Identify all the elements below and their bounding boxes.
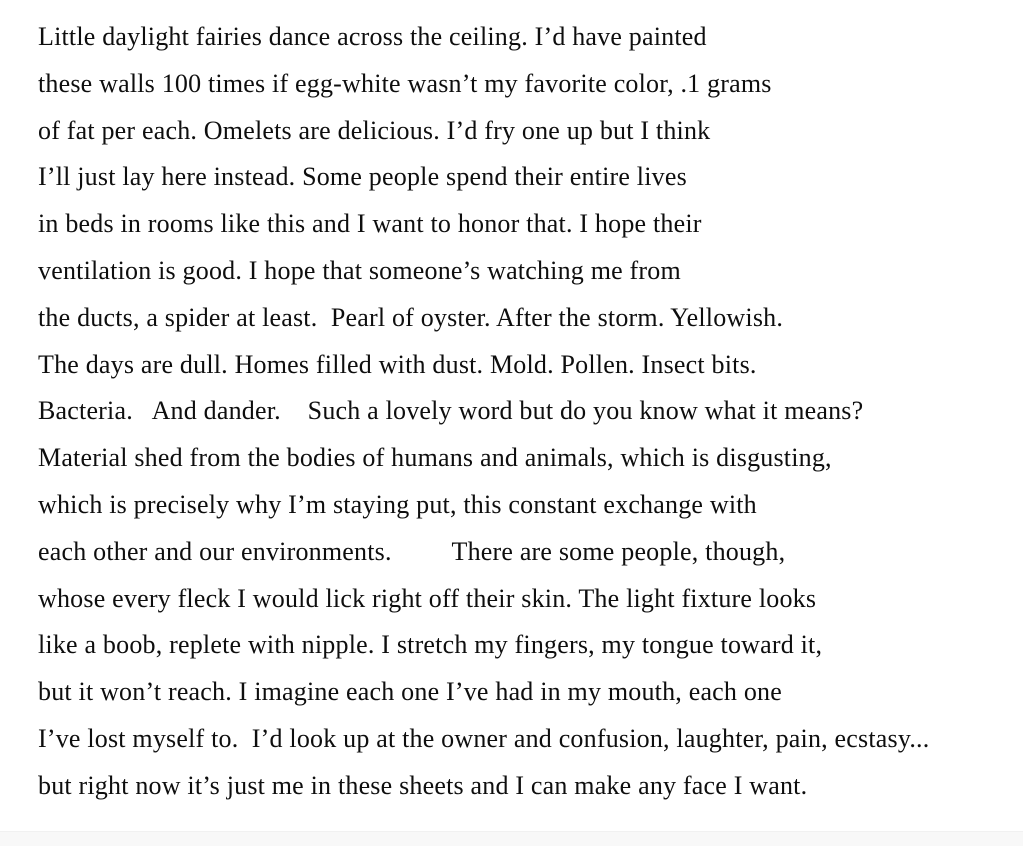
poem-line: these walls 100 times if egg-white wasn’t my favorite color, .1 grams (38, 68, 772, 98)
poem-line: each other and our environments. There are some people, though, (38, 536, 786, 566)
poem-line: ventilation is good. I hope that someone’s watching me from (38, 255, 681, 285)
poem-line: the ducts, a spider at least. Pearl of oyster. After the storm. Yellowish. (38, 302, 784, 332)
poem-text (38, 14, 1003, 810)
poem-line: I’ve lost myself to. I’d look up at the owner and confusion, laughter, pain, ecstasy... (38, 723, 930, 753)
poem-line: whose every fleck I would lick right off their skin. The light fixture looks (38, 583, 817, 613)
poem-line: which is precisely why I’m staying put, this constant exchange with (38, 489, 757, 519)
poem-line: I’ll just lay here instead. Some people spend their entire lives (38, 162, 687, 192)
page-bottom-edge (0, 831, 1023, 846)
poem-line: Little daylight fairies dance across the ceiling. I’d have painted (38, 22, 707, 51)
poem-line: Bacteria. And dander. Such a lovely word but do you know what it means? (38, 396, 864, 426)
poem-line: Material shed from the bodies of humans and animals, which is disgusting, (38, 443, 832, 473)
poem-line: in beds in rooms like this and I want to honor that. I hope their (38, 209, 702, 239)
poem-line: of fat per each. Omelets are delicious. I’d fry one up but I think (38, 115, 711, 145)
poem-line: but right now it’s just me in these sheets and I can make any face I want. (38, 770, 808, 800)
poem-line: The days are dull. Homes filled with dust. Mold. Pollen. Insect bits. (38, 349, 757, 379)
poem-line: but it won’t reach. I imagine each one I’ve had in my mouth, each one (38, 677, 782, 707)
poem-line: like a boob, replete with nipple. I stretch my fingers, my tongue toward it, (38, 630, 823, 660)
